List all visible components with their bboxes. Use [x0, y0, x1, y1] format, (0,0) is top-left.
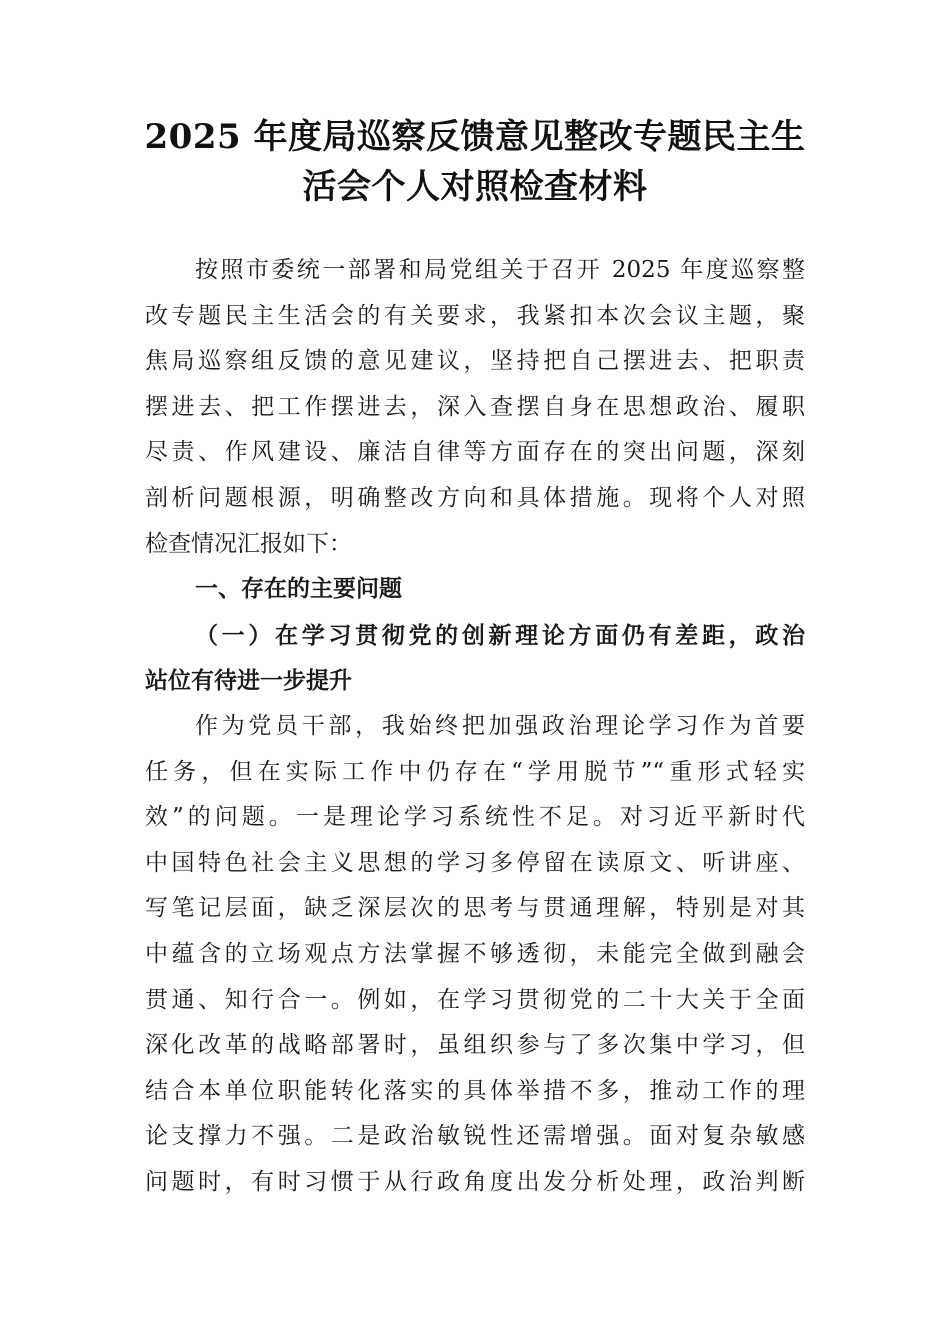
paragraph-line: 作为党员干部，我始终把加强政治理论学习作为首要	[195, 712, 805, 739]
document-body	[145, 248, 805, 1205]
intro-line: 尽责、作风建设、廉洁自律等方面存在的突出问题，深刻	[145, 439, 805, 466]
intro-line: 改专题民主生活会的有关要求，我紧扣本次会议主题，聚	[145, 302, 805, 329]
section-heading-1	[145, 567, 805, 613]
intro-line: 焦局巡察组反馈的意见建议，坚持把自己摆进去、把职责	[145, 348, 805, 375]
paragraph-line: 论支撑力不强。二是政治敏锐性还需增强。面对复杂敏感	[145, 1123, 805, 1150]
paragraph-line: 结合本单位职能转化落实的具体举措不多，推动工作的理	[145, 1077, 805, 1104]
subsection-heading-line: 站位有待进一步提升	[145, 667, 352, 695]
intro-line: 剖析问题根源，明确整改方向和具体措施。现将个人对照	[145, 484, 805, 511]
paragraph-line: 中国特色社会主义思想的学习多停留在读原文、听讲座、	[145, 849, 805, 876]
intro-paragraph	[145, 248, 805, 567]
intro-line: 摆进去、把工作摆进去，深入查摆自身在思想政治、履职	[145, 393, 805, 420]
paragraph-line: 效”的问题。一是理论学习系统性不足。对习近平新时代	[145, 804, 805, 831]
intro-line: 检查情况汇报如下：	[145, 530, 352, 557]
subsection-heading-1	[145, 613, 805, 704]
intro-line: 按照市委统一部署和局党组关于召开 2025 年度巡察整	[195, 257, 805, 283]
subsection-heading-line: （一）在学习贯彻党的创新理论方面仍有差距，政治	[195, 621, 805, 649]
paragraph-line: 写笔记层面，缺乏深层次的思考与贯通理解，特别是对其	[145, 895, 805, 922]
paragraph-line: 中蕴含的立场观点方法掌握不够透彻，未能完全做到融会	[145, 940, 805, 967]
section-heading-text: 一、存在的主要问题	[195, 576, 402, 603]
title-line-1: 2025 年度局巡察反馈意见整改专题民主生	[144, 117, 806, 157]
paragraph-line: 问题时，有时习惯于从行政角度出发分析处理，政治判断	[145, 1168, 805, 1195]
document-title	[100, 112, 850, 212]
body-paragraph-1	[145, 704, 805, 1206]
paragraph-line: 贯通、知行合一。例如，在学习贯彻党的二十大关于全面	[145, 986, 805, 1013]
title-line-2: 活会个人对照检查材料	[302, 167, 648, 207]
paragraph-line: 任务，但在实际工作中仍存在“学用脱节”“重形式轻实	[145, 758, 805, 785]
paragraph-line: 深化改革的战略部署时，虽组织参与了多次集中学习，但	[145, 1032, 805, 1059]
